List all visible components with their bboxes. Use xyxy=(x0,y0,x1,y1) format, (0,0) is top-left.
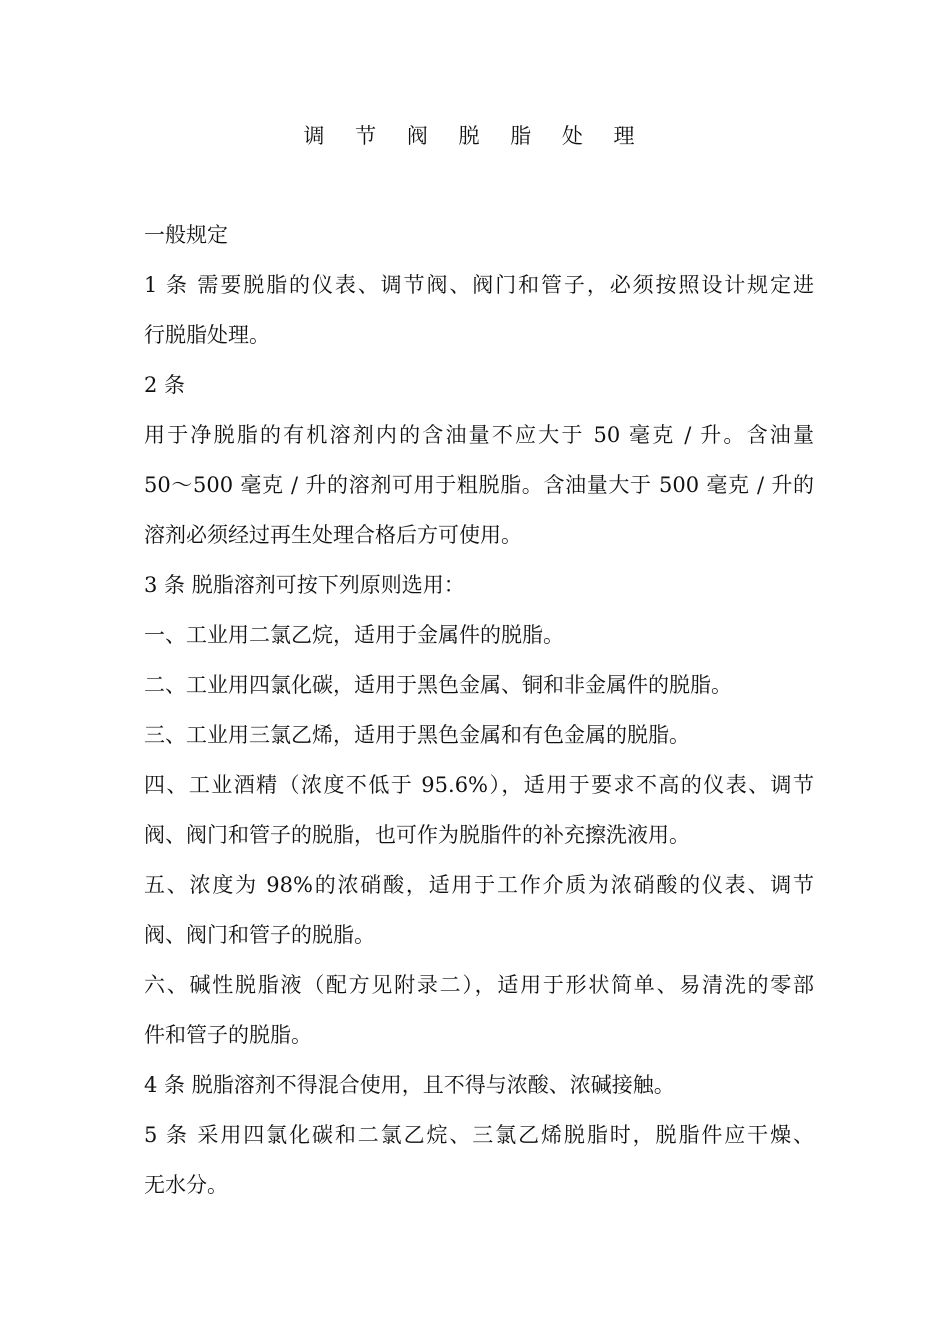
paragraph-line: 溶剂必须经过再生处理合格后方可使用。 xyxy=(144,523,522,547)
list-item: 一、工业用二氯乙烷，适用于金属件的脱脂。 xyxy=(144,623,564,647)
paragraph-line: 用于净脱脂的有机溶剂内的含油量不应大于 50 毫克 / 升。含油量 xyxy=(144,423,814,447)
paragraph-line: 1 条 需要脱脂的仪表、调节阀、阀门和管子，必须按照设计规定进 xyxy=(144,273,814,297)
list-item-continuation: 阀、阀门和管子的脱脂。 xyxy=(144,923,375,947)
list-item: 二、工业用四氯化碳，适用于黑色金属、铜和非金属件的脱脂。 xyxy=(144,673,732,697)
clause-number: 2 条 xyxy=(144,373,186,397)
section-heading: 一般规定 xyxy=(144,223,228,247)
list-item: 三、工业用三氯乙烯，适用于黑色金属和有色金属的脱脂。 xyxy=(144,723,690,747)
list-item-continuation: 件和管子的脱脂。 xyxy=(144,1023,312,1047)
list-item-continuation: 阀、阀门和管子的脱脂，也可作为脱脂件的补充擦洗液用。 xyxy=(144,823,690,847)
paragraph-line: 4 条 脱脂溶剂不得混合使用，且不得与浓酸、浓碱接触。 xyxy=(144,1073,675,1097)
list-item: 四、工业酒精（浓度不低于 95.6%），适用于要求不高的仪表、调节 xyxy=(144,773,814,797)
paragraph-line: 行脱脂处理。 xyxy=(144,323,270,347)
list-item: 五、浓度为 98%的浓硝酸，适用于工作介质为浓硝酸的仪表、调节 xyxy=(144,873,814,897)
document-title: 调 节 阀 脱 脂 处 理 xyxy=(303,124,647,148)
paragraph-line: 5 条 采用四氯化碳和二氯乙烷、三氯乙烯脱脂时，脱脂件应干燥、 xyxy=(144,1123,814,1147)
paragraph-line: 3 条 脱脂溶剂可按下列原则选用： xyxy=(144,573,465,597)
document-body xyxy=(144,219,814,1219)
paragraph-line: 50～500 毫克 / 升的溶剂可用于粗脱脂。含油量大于 500 毫克 / 升的 xyxy=(144,473,814,497)
list-item: 六、碱性脱脂液（配方见附录二），适用于形状简单、易清洗的零部 xyxy=(144,973,814,997)
paragraph-line: 无水分。 xyxy=(144,1173,228,1197)
